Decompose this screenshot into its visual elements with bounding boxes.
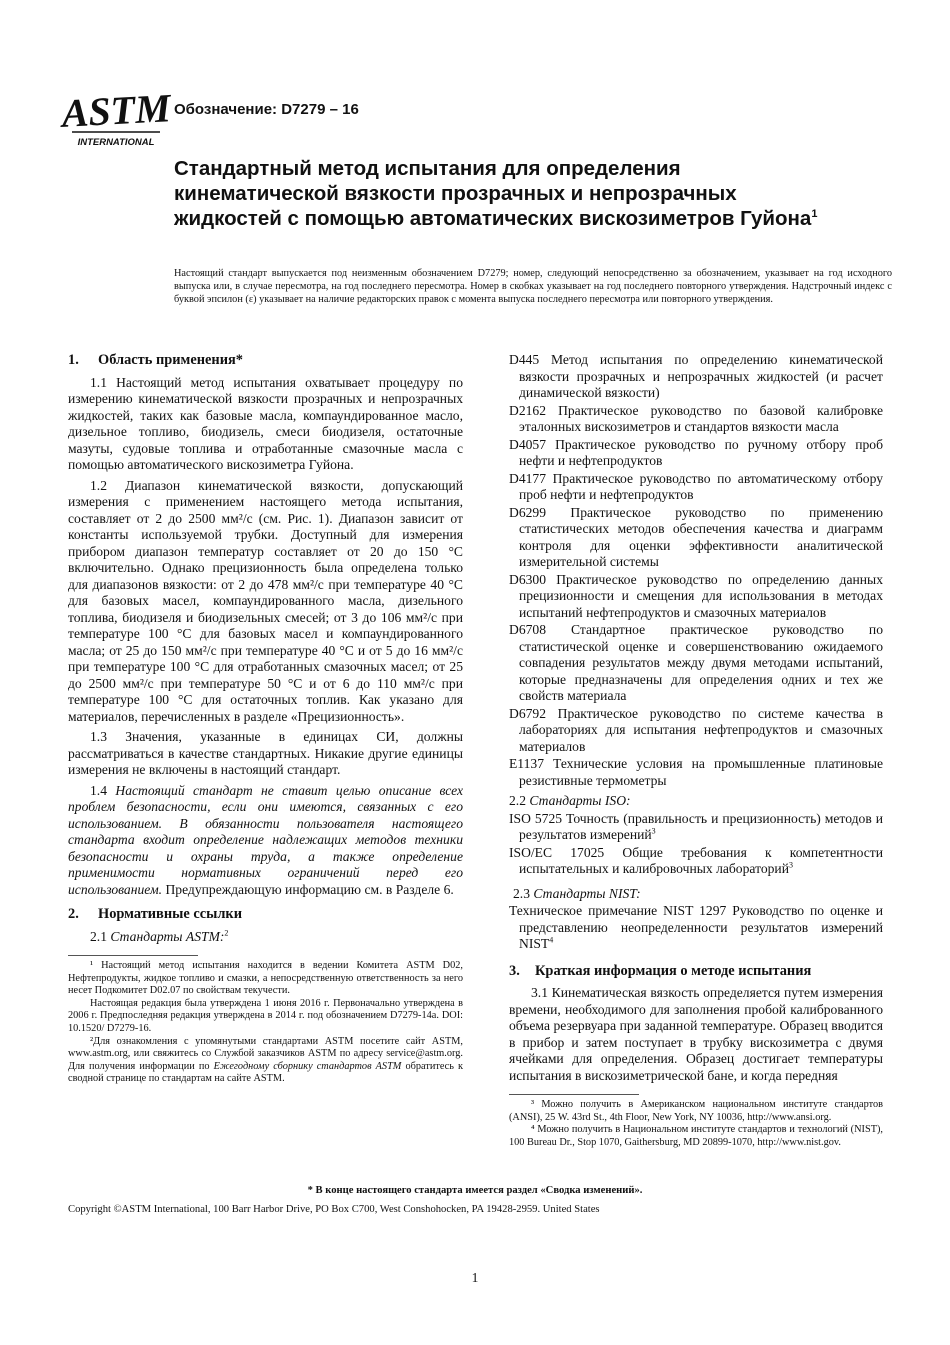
copyright-line: Copyright ©ASTM International, 100 Barr Harbor Drive, PO Box C700, West Conshohocken, PA 19428-2959. United States xyxy=(68,1204,600,1215)
reference-item: D2162 Практическое руководство по базовой калибровке эталонных вискозиметров и стандартов вязкости масла xyxy=(509,402,883,434)
international-label: INTERNATIONAL xyxy=(77,137,155,148)
footnote-3: ³ Можно получить в Американском национальном институте стандартов (ANSI), 25 W. 43rd St., 4th Floor, New York, NY 10036, http://www.ansi.org. xyxy=(509,1099,883,1123)
reference-item: D4057 Практическое руководство по ручному отбору проб нефти и нефтепродуктов xyxy=(509,436,883,468)
reference-item: D6792 Практическое руководство по системе качества в лабораториях для испытания нефтепродуктов и смазочных материалов xyxy=(509,705,883,754)
footnote-divider xyxy=(68,955,198,956)
astm-reference-list xyxy=(509,352,883,789)
paragraph-3-1: 3.1 Кинематическая вязкость определяется путем измерения времени, необходимого для заполнения пробой калиброванного объема резервуара при заданной температуре. Образец вводится в прибор и затем поступает в трубку вискозиметра с двумя ячейками для определения. Образец достигает температуры испытания в вискозиметрической бане, и когда передняя xyxy=(509,985,883,1083)
subsection-2-1: 2.1 Стандарты ASTM:$^2$ xyxy=(90,927,229,944)
iso-standards-heading: 2.2 Стандарты ISO: xyxy=(509,793,631,808)
astm-logo xyxy=(60,78,172,152)
footnote-1b: Настоящая редакция была утверждена 1 июня 2016 г. Первоначально утверждена в 2006 г. Предпоследняя редакция утверждена в 2014 г. под обозначением D7279-14a. DOI: 10.1520/ D7279-16. xyxy=(68,997,463,1034)
summary-of-changes-note: * В конце настоящего стандарта имеется раздел «Сводка изменений». xyxy=(307,1185,643,1196)
paragraph-1-4: 1.4 Настоящий стандарт не ставит целью описание всех проблем безопасности, если они имеются, связанных с его использованием. В обязанности пользователя настоящего стандарта входит определение надлежащих методов техники безопасности и охраны труда, а также определение применимости нормативных ограничений перед его использованием. Предупреждающую информацию см. в Разделе 6. xyxy=(68,782,464,897)
issuance-notice: Настоящий стандарт выпускается под неизменным обозначением D7279; номер, следующий непосредственно за обозначением, указывает на год исходного выпуска или, в случае пересмотра, на год последнего пересмотра. Номер в скобках указывает на год последнего повторного утверждения. Надстрочный индекс с буквой эпсилон (ε) указывает на наличие редакторских правок с момента выпуска последнего пересмотра или повторного утверждения. xyxy=(174,268,892,306)
reference-item: E1137 Технические условия на промышленные платиновые резистивные термометры xyxy=(509,756,883,788)
reference-nist-1297: Техническое примечание NIST 1297 Руководство по оценке и представлению неопределенности результатов измерений NIST$^4$ xyxy=(509,903,883,951)
astm-logo-letters: ASTM xyxy=(60,85,172,136)
paragraph-1-2: 1.2 Диапазон кинематической вязкости, допускающий измерения с применением настоящего метода испытания, составляет от 2 до 2500 мм²/с (см. Рис. 1). Диапазон зависит от константы используемой трубки. Доступный для измерения прибором диапазон температур составляет от 20 до 150 °С включительно. Однако прецизионность была определена только для диапазонов вязкости: от 2 до 478 мм²/с при температуре 40 °C для базовых масел, компаундированного масла, дизельного топлива, биодизеля и биодизельных смесей; от 3 до 106 мм²/с при температуре 100 °C для базовых масел и компаундированного масла; от 25 до 150 мм²/с при температуре 40 °C и от 5 до 16 мм²/с при температуре 100 °C для отработанных смазочных масел; от 25 до 2500 мм²/с при температуре 50 °C и от 6 до 110 мм²/с при температуре 100 °C для остаточных топлив. Как указано для материалов, перечисленных в разделе «Прецизионность». xyxy=(68,477,463,724)
paragraph-1-1: 1.1 Настоящий метод испытания охватывает процедуру по измерению кинематической вязкости прозрачных и непрозрачных жидкостей, таких как базовые масла, компаундированное масло, дизельное топливо, биодизель, смеси биодизеля, остаточные мазуты, судовые топлива и отработанные смазочные масла с помощью автоматического вискозиметра Гуйона. xyxy=(68,374,463,472)
document-title: Стандартный метод испытания для определения кинематической вязкости прозрачных и непрозрачных жидкостей с помощью автоматических вискозиметров Гуйона$^1$ xyxy=(174,157,818,230)
footnote-4: ⁴ Можно получить в Национальном институте стандартов и технологий (NIST), 100 Bureau Dr., Stop 1070, Gaithersburg, MD 20899-1070, http://www.nist.gov. xyxy=(509,1124,883,1148)
footnote-divider xyxy=(509,1094,639,1095)
page-number: 1 xyxy=(471,1270,479,1285)
paragraph-1-3: 1.3 Значения, указанные в единицах СИ, должны рассматриваться в качестве стандартных. Никакие другие единицы измерения не включены в настоящий стандарт. xyxy=(68,729,463,777)
reference-item: D6299 Практическое руководство по применению статистических методов обеспечения качества и диаграмм контроля для оценки эффективности аналитической измерительной системы xyxy=(509,504,883,569)
reference-item: D445 Метод испытания по определению кинематической вязкости прозрачных и непрозрачных жидкостей (и расчет динамической вязкости) xyxy=(509,352,883,400)
reference-iso-17025: ISO/EC 17025 Общие требования к компетентности испытательных и калибровочных лабораторий$^3$ xyxy=(509,844,883,876)
section-3-heading: 3. Краткая информация о методе испытания xyxy=(509,962,812,979)
reference-iso-5725: ISO 5725 Точность (правильность и прецизионность) методов и результатов измерений$^3$ xyxy=(509,810,883,842)
section-2-heading: 2. Нормативные ссылки xyxy=(68,906,243,922)
left-column xyxy=(68,352,463,1086)
footnote-2: ²Для ознакомления с упомянутыми стандартами ASTM посетите сайт ASTM, www.astm.org, или свяжитесь со Службой заказчиков ASTM по адресу service@astm.org. Для получения информации по Ежегодному сборнику стандартов ASTM обратитесь к сводной странице по стандартам на сайте ASTM. xyxy=(68,1035,464,1085)
nist-standards-heading: 2.3 Стандарты NIST: xyxy=(513,885,641,901)
right-column xyxy=(509,352,883,1149)
footnote-1: ¹ Настоящий метод испытания находится в ведении Комитета ASTM D02, Нефтепродукты, жидкое топливо и смазки, а непосредственную ответственность за него несет Подкомитет D02.07 по свойствам текучести. xyxy=(68,960,463,997)
reference-item: D4177 Практическое руководство по автоматическому отбору проб нефти и нефтепродуктов xyxy=(509,470,883,502)
reference-item: D6708 Стандартное практическое руководство по статистической оценке и совершенствованию ожидаемого совпадения результатов между двумя методами испытаний, которые предназначены для определения одних и тех же свойств материала xyxy=(509,622,883,703)
section-1-heading: 1. Область применения* xyxy=(68,352,243,368)
reference-item: D6300 Практическое руководство по определению данных прецизионности и смещения для использования в методах испытаний нефтепродуктов и смазочных материалов xyxy=(509,571,883,620)
designation: Обозначение: D7279 – 16 xyxy=(174,101,359,118)
